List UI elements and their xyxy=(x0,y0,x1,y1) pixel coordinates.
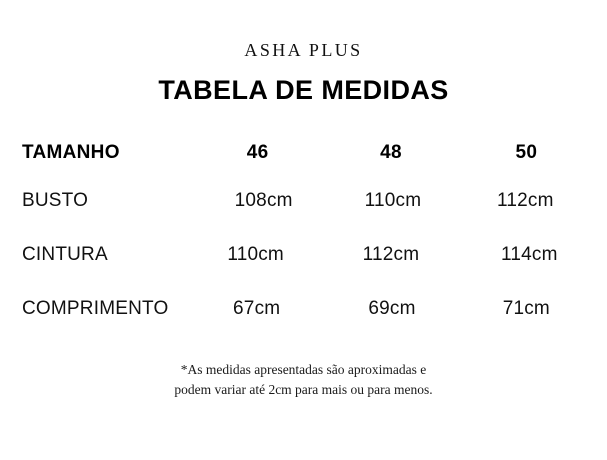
measurements-table xyxy=(18,132,589,336)
cell-busto-46: 108cm xyxy=(234,190,293,211)
row-label-cintura: CINTURA xyxy=(22,244,108,265)
row-label-comprimento: COMPRIMENTO xyxy=(22,298,169,319)
cell-comprimento-50: 71cm xyxy=(502,298,550,319)
footnote-line-2: podem variar até 2cm para mais ou para menos. xyxy=(174,382,433,398)
brand-name: ASHA PLUS xyxy=(244,40,363,60)
row-label-busto: BUSTO xyxy=(22,190,89,211)
table-row xyxy=(18,174,589,228)
header-size-46: 46 xyxy=(246,142,269,163)
cell-cintura-50: 114cm xyxy=(501,244,558,265)
cell-busto-48: 110cm xyxy=(364,190,422,211)
cell-busto-50: 112cm xyxy=(497,190,554,211)
footnote-line-1: *As medidas apresentadas são aproximadas e xyxy=(180,362,427,377)
header-size-50: 50 xyxy=(515,142,538,163)
page-title: TABELA DE MEDIDAS xyxy=(158,75,449,105)
table-row xyxy=(18,282,589,336)
cell-comprimento-46: 67cm xyxy=(233,298,281,319)
measurements-table-container xyxy=(0,132,607,336)
table-header-row xyxy=(18,132,589,174)
cell-comprimento-48: 69cm xyxy=(368,298,416,319)
header-size-48: 48 xyxy=(380,142,402,163)
header-size-label: TAMANHO xyxy=(22,142,120,163)
cell-cintura-46: 110cm xyxy=(227,244,284,265)
cell-cintura-48: 112cm xyxy=(362,244,420,265)
footnote xyxy=(174,360,432,401)
table-row xyxy=(18,228,589,282)
